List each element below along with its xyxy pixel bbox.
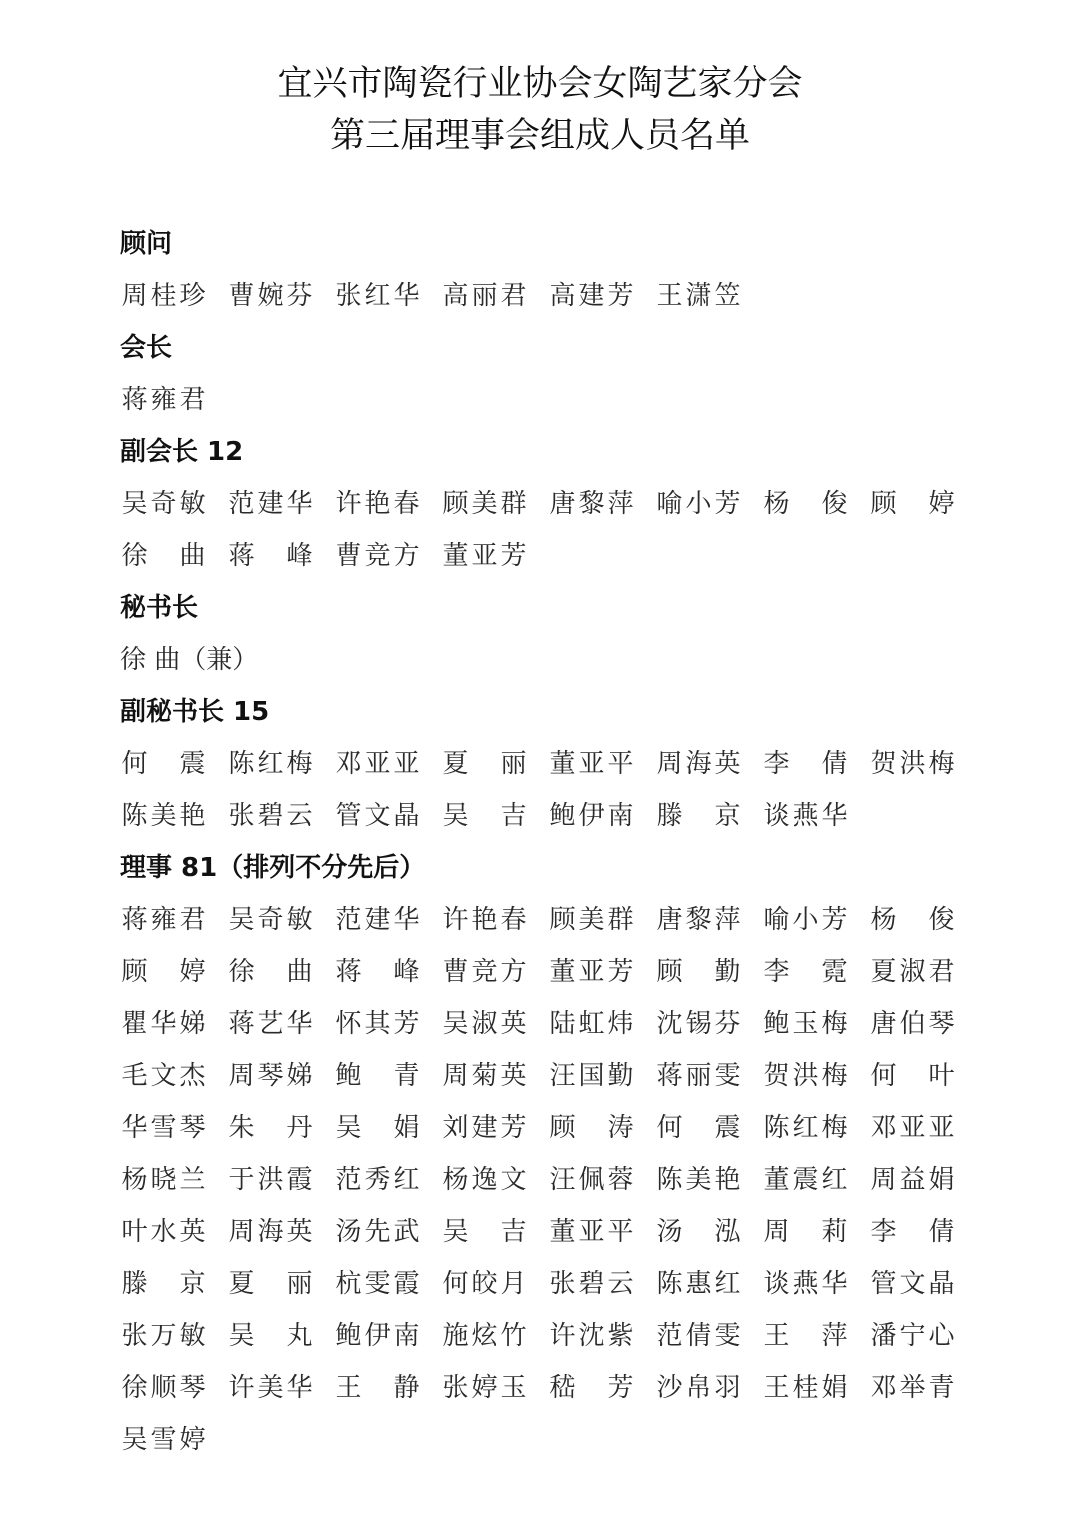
member-name: 顾 美 群 bbox=[442, 489, 527, 519]
member-name: 汤 泓 bbox=[656, 1217, 741, 1247]
member-name: 徐 顺 琴 bbox=[121, 1373, 206, 1403]
secretary-general-name: 徐 曲（兼） bbox=[120, 645, 259, 675]
member-name: 曹 竞 方 bbox=[442, 957, 527, 987]
member-name: 夏 丽 bbox=[442, 749, 527, 779]
member-name: 顾 美 群 bbox=[549, 905, 634, 935]
name-list bbox=[120, 380, 980, 432]
section-advisors bbox=[120, 224, 980, 328]
name-list bbox=[120, 744, 980, 848]
member-name: 邓 亚 亚 bbox=[870, 1113, 955, 1143]
member-name: 李 倩 bbox=[763, 749, 848, 779]
section-vice-presidents bbox=[120, 432, 980, 588]
member-name: 蒋 雍 君 bbox=[121, 385, 206, 415]
member-name: 徐 曲 bbox=[121, 541, 206, 571]
member-name: 吴 吉 bbox=[442, 1217, 527, 1247]
section-deputy-secretaries bbox=[120, 692, 980, 848]
section-heading: 理事 81（排列不分先后） bbox=[120, 853, 426, 883]
member-name: 陈 美 艳 bbox=[121, 801, 206, 831]
document-title-line-1: 宜兴市陶瓷行业协会女陶艺家分会 bbox=[277, 64, 803, 104]
member-name: 管 文 晶 bbox=[870, 1269, 955, 1299]
member-name: 顾 涛 bbox=[549, 1113, 634, 1143]
section-directors bbox=[120, 848, 980, 1472]
member-name: 蒋 艺 华 bbox=[228, 1009, 313, 1039]
member-name: 范 建 华 bbox=[228, 489, 313, 519]
member-name: 毛 文 杰 bbox=[121, 1061, 206, 1091]
member-name: 李 霓 bbox=[763, 957, 848, 987]
member-name: 何 震 bbox=[656, 1113, 741, 1143]
member-name: 杭 雯 霞 bbox=[335, 1269, 420, 1299]
member-name: 吴 奇 敏 bbox=[228, 905, 313, 935]
member-name: 张 红 华 bbox=[335, 281, 420, 311]
member-name: 邓 举 青 bbox=[870, 1373, 955, 1403]
member-name: 王 静 bbox=[335, 1373, 420, 1403]
member-name: 周 琴 娣 bbox=[228, 1061, 313, 1091]
member-name: 徐 曲 bbox=[228, 957, 313, 987]
member-name: 张 婷 玉 bbox=[442, 1373, 527, 1403]
name-list bbox=[120, 900, 980, 1472]
member-name: 唐 黎 萍 bbox=[656, 905, 741, 935]
member-name: 怀 其 芳 bbox=[335, 1009, 420, 1039]
member-name: 范 秀 红 bbox=[335, 1165, 420, 1195]
member-name: 吴 奇 敏 bbox=[121, 489, 206, 519]
member-name: 许 美 华 bbox=[228, 1373, 313, 1403]
member-name: 何 震 bbox=[121, 749, 206, 779]
member-name: 蒋 丽 雯 bbox=[656, 1061, 741, 1091]
member-name: 沈 锡 芬 bbox=[656, 1009, 741, 1039]
member-name: 管 文 晶 bbox=[335, 801, 420, 831]
member-name: 顾 婷 bbox=[870, 489, 955, 519]
member-name: 高 建 芳 bbox=[549, 281, 634, 311]
member-name: 许 艳 春 bbox=[335, 489, 420, 519]
section-president bbox=[120, 328, 980, 432]
member-name: 高 丽 君 bbox=[442, 281, 527, 311]
member-name: 许 沈 紫 bbox=[549, 1321, 634, 1351]
member-name: 陆 虹 炜 bbox=[549, 1009, 634, 1039]
member-name: 华 雪 琴 bbox=[121, 1113, 206, 1143]
name-list bbox=[120, 484, 980, 588]
member-name: 杨 俊 bbox=[763, 489, 848, 519]
section-heading: 顾问 bbox=[120, 229, 173, 259]
member-name: 张 碧 云 bbox=[228, 801, 313, 831]
member-name: 顾 婷 bbox=[121, 957, 206, 987]
member-name: 吴 淑 英 bbox=[442, 1009, 527, 1039]
member-name: 陈 红 梅 bbox=[228, 749, 313, 779]
member-name: 范 倩 雯 bbox=[656, 1321, 741, 1351]
member-name: 吴 吉 bbox=[442, 801, 527, 831]
member-name: 杨 晓 兰 bbox=[121, 1165, 206, 1195]
member-name: 王 桂 娟 bbox=[763, 1373, 848, 1403]
section-heading: 副秘书长 15 bbox=[120, 697, 270, 727]
member-name: 王 萍 bbox=[763, 1321, 848, 1351]
member-name: 陈 美 艳 bbox=[656, 1165, 741, 1195]
member-name: 范 建 华 bbox=[335, 905, 420, 935]
member-list bbox=[120, 224, 980, 1472]
member-name: 吴 丸 bbox=[228, 1321, 313, 1351]
document-title-line-2: 第三届理事会组成人员名单 bbox=[329, 116, 750, 156]
member-name: 潘 宁 心 bbox=[870, 1321, 955, 1351]
section-heading: 副会长 12 bbox=[120, 437, 244, 467]
member-name: 朱 丹 bbox=[228, 1113, 313, 1143]
member-name: 董 亚 平 bbox=[549, 1217, 634, 1247]
member-name: 鲍 伊 南 bbox=[549, 801, 634, 831]
member-name: 谈 燕 华 bbox=[763, 1269, 848, 1299]
member-name: 滕 京 bbox=[121, 1269, 206, 1299]
member-name: 汪 佩 蓉 bbox=[549, 1165, 634, 1195]
member-name: 吴 雪 婷 bbox=[121, 1425, 206, 1455]
member-name: 鲍 玉 梅 bbox=[763, 1009, 848, 1039]
member-name: 刘 建 芳 bbox=[442, 1113, 527, 1143]
member-name: 曹 婉 芬 bbox=[228, 281, 313, 311]
member-name: 周 莉 bbox=[763, 1217, 848, 1247]
member-name: 蒋 峰 bbox=[228, 541, 313, 571]
member-name: 周 海 英 bbox=[228, 1217, 313, 1247]
member-name: 于 洪 霞 bbox=[228, 1165, 313, 1195]
name-list bbox=[120, 276, 980, 328]
member-name: 贺 洪 梅 bbox=[870, 749, 955, 779]
member-name: 施 炫 竹 bbox=[442, 1321, 527, 1351]
member-name: 陈 红 梅 bbox=[763, 1113, 848, 1143]
member-name: 谈 燕 华 bbox=[763, 801, 848, 831]
member-name: 何 皎 月 bbox=[442, 1269, 527, 1299]
member-name: 杨 俊 bbox=[870, 905, 955, 935]
section-heading: 会长 bbox=[120, 333, 173, 363]
member-name: 邓 亚 亚 bbox=[335, 749, 420, 779]
member-name: 周 益 娟 bbox=[870, 1165, 955, 1195]
member-name: 李 倩 bbox=[870, 1217, 955, 1247]
member-name: 曹 竞 方 bbox=[335, 541, 420, 571]
member-name: 张 万 敏 bbox=[121, 1321, 206, 1351]
member-name: 董 亚 芳 bbox=[442, 541, 527, 571]
member-name: 董 亚 平 bbox=[549, 749, 634, 779]
member-name: 鲍 伊 南 bbox=[335, 1321, 420, 1351]
member-name: 沙 帛 羽 bbox=[656, 1373, 741, 1403]
member-name: 周 桂 珍 bbox=[121, 281, 206, 311]
member-name: 董 亚 芳 bbox=[549, 957, 634, 987]
section-secretary-general bbox=[120, 588, 980, 692]
member-name: 张 碧 云 bbox=[549, 1269, 634, 1299]
member-name: 瞿 华 娣 bbox=[121, 1009, 206, 1039]
member-name: 唐 黎 萍 bbox=[549, 489, 634, 519]
member-name: 嵇 芳 bbox=[549, 1373, 634, 1403]
member-name: 蒋 峰 bbox=[335, 957, 420, 987]
member-name: 夏 丽 bbox=[228, 1269, 313, 1299]
member-name: 许 艳 春 bbox=[442, 905, 527, 935]
member-name: 喻 小 芳 bbox=[656, 489, 741, 519]
member-name: 董 震 红 bbox=[763, 1165, 848, 1195]
member-name: 贺 洪 梅 bbox=[763, 1061, 848, 1091]
member-name: 杨 逸 文 bbox=[442, 1165, 527, 1195]
member-name: 喻 小 芳 bbox=[763, 905, 848, 935]
member-name: 王 潇 笠 bbox=[656, 281, 741, 311]
member-name: 叶 水 英 bbox=[121, 1217, 206, 1247]
member-name: 蒋 雍 君 bbox=[121, 905, 206, 935]
member-name: 何 叶 bbox=[870, 1061, 955, 1091]
member-name: 夏 淑 君 bbox=[870, 957, 955, 987]
section-heading: 秘书长 bbox=[120, 593, 199, 623]
member-name: 吴 娟 bbox=[335, 1113, 420, 1143]
member-name: 汤 先 武 bbox=[335, 1217, 420, 1247]
member-name: 鲍 青 bbox=[335, 1061, 420, 1091]
member-name: 滕 京 bbox=[656, 801, 741, 831]
member-name: 顾 勤 bbox=[656, 957, 741, 987]
member-name: 周 海 英 bbox=[656, 749, 741, 779]
member-name: 陈 惠 红 bbox=[656, 1269, 741, 1299]
member-name: 唐 伯 琴 bbox=[870, 1009, 955, 1039]
member-name: 汪 国 勤 bbox=[549, 1061, 634, 1091]
member-name: 周 菊 英 bbox=[442, 1061, 527, 1091]
